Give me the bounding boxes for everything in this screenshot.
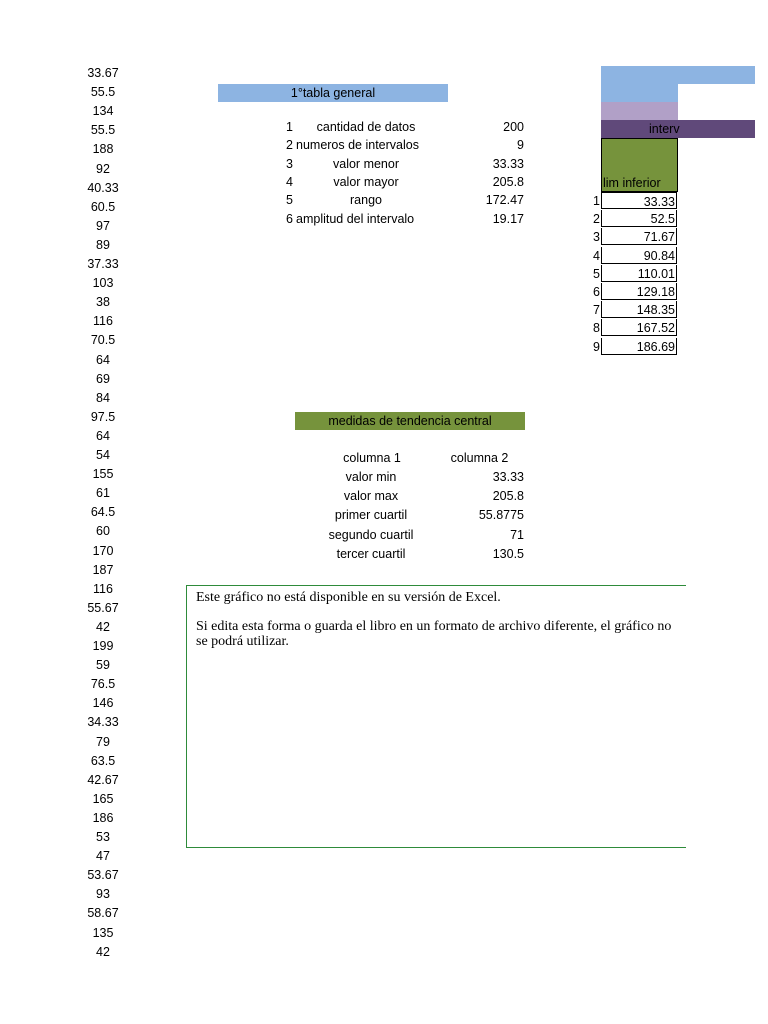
lim-row-index: 9 bbox=[593, 339, 600, 354]
data-cell: 93 bbox=[96, 887, 110, 902]
data-cell: 60 bbox=[96, 524, 110, 539]
data-cell: 54 bbox=[96, 448, 110, 462]
data-cell: 116 bbox=[93, 581, 113, 596]
general-row-number: 3 bbox=[286, 156, 293, 171]
lim-row-value: 90.84 bbox=[601, 247, 677, 264]
data-cell: 53 bbox=[96, 830, 110, 844]
general-row-number: 2 bbox=[286, 138, 293, 153]
chart-warning-text: Si edita esta forma o guarda el libro en un formato de archivo diferente, el gráfico no se podrá utilizar. bbox=[196, 619, 672, 649]
data-cell: 188 bbox=[92, 142, 114, 157]
lim-row-value: 167.52 bbox=[601, 319, 677, 336]
lim-inferior-header bbox=[601, 138, 678, 192]
lim-row-value: 33.33 bbox=[601, 192, 677, 209]
lim-row-index: 1 bbox=[593, 194, 600, 208]
central-row-value: 130.5 bbox=[492, 546, 524, 561]
data-cell: 47 bbox=[96, 849, 110, 864]
data-cell: 53.67 bbox=[87, 868, 119, 883]
general-row-number: 6 bbox=[286, 211, 293, 226]
lim-row-index: 6 bbox=[593, 285, 600, 299]
column-2-header: columna 2 bbox=[450, 451, 509, 465]
central-row-value: 55.8775 bbox=[478, 508, 524, 523]
data-cell: 42 bbox=[96, 944, 110, 959]
lim-row-value: 71.67 bbox=[601, 228, 677, 245]
data-cell: 135 bbox=[92, 925, 114, 940]
column-1-header: columna 1 bbox=[343, 451, 401, 465]
chart-unavailable-text: Este gráfico no está disponible en su versión de Excel. bbox=[196, 590, 501, 605]
data-cell: 42.67 bbox=[87, 772, 119, 787]
data-cell: 165 bbox=[92, 791, 114, 806]
central-row-value: 33.33 bbox=[492, 470, 524, 484]
general-row-label: numeros de intervalos bbox=[296, 138, 419, 153]
data-cell: 89 bbox=[96, 237, 110, 252]
data-cell: 37.33 bbox=[87, 257, 119, 271]
data-cell: 63.5 bbox=[90, 753, 116, 768]
general-row-number: 1 bbox=[286, 120, 293, 134]
data-cell: 187 bbox=[92, 562, 114, 577]
general-row-number: 5 bbox=[286, 193, 293, 208]
general-row-number: 4 bbox=[286, 174, 293, 189]
data-cell: 40.33 bbox=[87, 180, 119, 195]
lim-row-index: 4 bbox=[593, 248, 600, 263]
central-row-label: primer cuartil bbox=[334, 508, 408, 523]
data-cell: 34.33 bbox=[87, 715, 119, 730]
lim-row-index: 2 bbox=[593, 212, 600, 227]
interval-header-lavender bbox=[601, 102, 678, 120]
lim-row-value: 148.35 bbox=[601, 301, 677, 318]
lim-row-index: 5 bbox=[593, 266, 600, 281]
data-cell: 69 bbox=[96, 371, 110, 386]
data-cell: 76.5 bbox=[90, 677, 116, 692]
data-cell: 103 bbox=[92, 276, 114, 291]
data-cell: 97 bbox=[96, 218, 110, 233]
general-row-value: 172.47 bbox=[485, 193, 524, 208]
data-cell: 70.5 bbox=[90, 333, 116, 348]
data-cell: 134 bbox=[92, 104, 114, 119]
central-row-value: 205.8 bbox=[492, 489, 524, 504]
data-cell: 38 bbox=[96, 295, 110, 310]
data-cell: 42 bbox=[96, 619, 110, 634]
lim-row-value: 52.5 bbox=[601, 210, 677, 227]
general-row-label: cantidad de datos bbox=[316, 120, 416, 134]
data-cell: 61 bbox=[96, 486, 110, 501]
data-cell: 170 bbox=[92, 543, 114, 558]
data-cell: 55.67 bbox=[87, 600, 119, 615]
lim-row-index: 8 bbox=[593, 321, 600, 336]
general-row-label: rango bbox=[350, 193, 382, 208]
general-row-label: valor mayor bbox=[333, 174, 399, 189]
lim-row-value: 129.18 bbox=[601, 283, 677, 300]
general-table-title: 1°tabla general bbox=[218, 84, 448, 102]
interval-header-blue bbox=[601, 66, 755, 84]
central-row-label: valor max bbox=[343, 489, 399, 504]
lim-row-value: 186.69 bbox=[601, 338, 677, 355]
general-row-label: amplitud del intervalo bbox=[296, 211, 415, 226]
lim-row-index: 7 bbox=[593, 303, 600, 318]
data-cell: 60.5 bbox=[90, 199, 116, 214]
data-cell: 55.5 bbox=[90, 123, 116, 138]
central-row-label: tercer cuartil bbox=[336, 546, 406, 561]
general-row-value: 19.17 bbox=[492, 211, 524, 226]
data-cell: 64 bbox=[96, 352, 110, 367]
lim-row-index: 3 bbox=[593, 230, 600, 245]
data-cell: 58.67 bbox=[87, 906, 119, 921]
chart-placeholder[interactable] bbox=[186, 585, 686, 848]
data-cell: 97.5 bbox=[90, 409, 116, 424]
data-cell: 59 bbox=[96, 658, 110, 673]
interval-header-label: interv bbox=[649, 122, 680, 136]
general-row-value: 205.8 bbox=[492, 174, 524, 189]
general-row-label: valor menor bbox=[333, 156, 399, 171]
interval-header-blue-small bbox=[601, 84, 678, 102]
data-cell: 55.5 bbox=[90, 85, 116, 100]
central-row-label: valor min bbox=[345, 470, 397, 484]
lim-row-value: 110.01 bbox=[601, 265, 677, 282]
central-row-label: segundo cuartil bbox=[328, 527, 414, 542]
data-cell: 155 bbox=[92, 467, 114, 482]
general-row-value: 33.33 bbox=[492, 156, 524, 171]
general-row-value: 9 bbox=[517, 138, 524, 153]
general-row-value: 200 bbox=[503, 120, 524, 134]
interval-header-purple bbox=[601, 120, 755, 138]
data-cell: 64.5 bbox=[90, 505, 116, 520]
data-cell: 199 bbox=[92, 639, 114, 653]
lim-inferior-label: lim inferior bbox=[603, 176, 661, 190]
data-cell: 116 bbox=[93, 314, 113, 329]
data-cell: 186 bbox=[92, 810, 114, 825]
data-cell: 33.67 bbox=[87, 66, 119, 80]
central-tendency-title: medidas de tendencia central bbox=[295, 412, 525, 430]
data-cell: 64 bbox=[96, 428, 110, 443]
data-cell: 92 bbox=[96, 161, 110, 176]
data-cell: 146 bbox=[92, 696, 114, 711]
data-cell: 84 bbox=[96, 390, 110, 405]
data-cell: 79 bbox=[96, 734, 110, 749]
central-row-value: 71 bbox=[510, 527, 524, 542]
